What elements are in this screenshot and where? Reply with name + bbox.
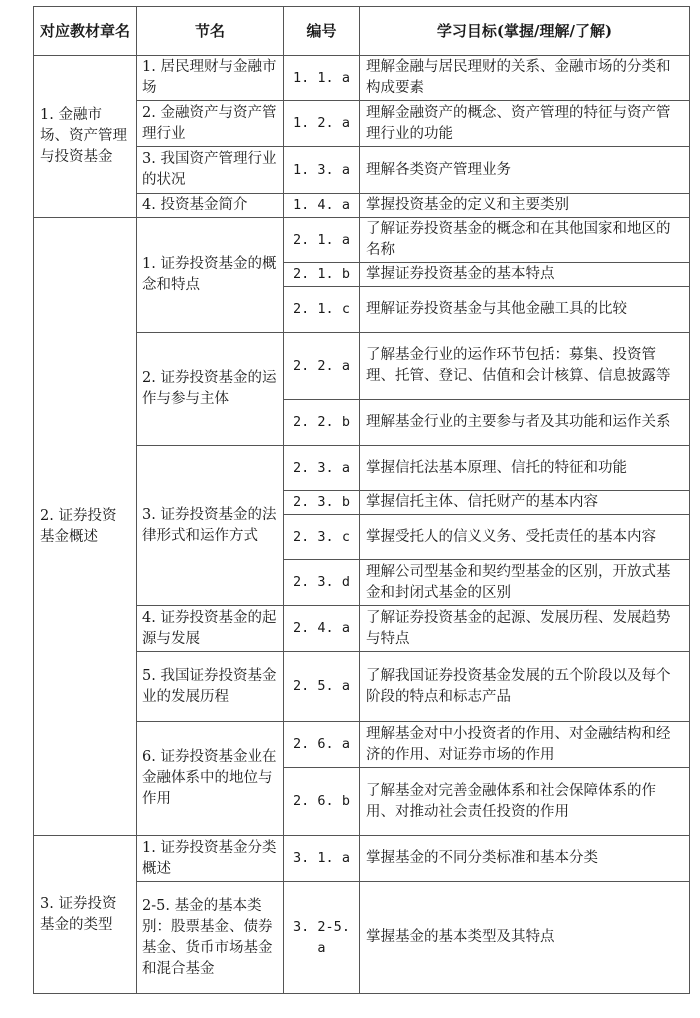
code-cell: 2. 2. b (284, 400, 360, 446)
section-cell: 4. 证券投资基金的起源与发展 (137, 606, 284, 652)
section-cell: 1. 居民理财与金融市场 (137, 56, 284, 101)
code-cell: 2. 3. b (284, 491, 360, 515)
section-cell: 2-5. 基金的基本类别：股票基金、债券基金、货币市场基金和混合基金 (137, 882, 284, 994)
section-cell: 2. 金融资产与资产管理行业 (137, 101, 284, 147)
code-cell: 2. 1. a (284, 218, 360, 263)
goal-cell: 掌握信托主体、信托财产的基本内容 (360, 491, 690, 515)
goal-cell: 了解基金对完善金融体系和社会保障体系的作用、对推动社会责任投资的作用 (360, 768, 690, 836)
code-cell: 2. 3. d (284, 560, 360, 606)
goal-cell: 理解金融与居民理财的关系、金融市场的分类和构成要素 (360, 56, 690, 101)
code-cell: 1. 1. a (284, 56, 360, 101)
code-cell: 2. 3. c (284, 515, 360, 560)
code-cell: 3. 2-5. a (284, 882, 360, 994)
goal-cell: 理解公司型基金和契约型基金的区别，开放式基金和封闭式基金的区别 (360, 560, 690, 606)
section-cell: 6. 证券投资基金业在金融体系中的地位与作用 (137, 722, 284, 836)
section-cell: 3. 证券投资基金的法律形式和运作方式 (137, 446, 284, 606)
goal-cell: 掌握投资基金的定义和主要类别 (360, 194, 690, 218)
header-goal: 学习目标(掌握/理解/了解) (360, 7, 690, 56)
code-cell: 1. 3. a (284, 147, 360, 194)
goal-cell: 理解基金行业的主要参与者及其功能和运作关系 (360, 400, 690, 446)
goal-cell: 掌握证券投资基金的基本特点 (360, 263, 690, 287)
code-cell: 3. 1. a (284, 836, 360, 882)
table-row (34, 836, 690, 882)
code-cell: 2. 6. b (284, 768, 360, 836)
code-cell: 2. 1. c (284, 287, 360, 333)
table-row (34, 218, 690, 263)
goal-cell: 理解金融资产的概念、资产管理的特征与资产管理行业的功能 (360, 101, 690, 147)
section-cell: 1. 证券投资基金分类概述 (137, 836, 284, 882)
code-cell: 2. 5. a (284, 652, 360, 722)
goal-cell: 理解基金对中小投资者的作用、对金融结构和经济的作用、对证券市场的作用 (360, 722, 690, 768)
section-cell: 5. 我国证券投资基金业的发展历程 (137, 652, 284, 722)
learning-objectives-table (33, 6, 690, 994)
section-cell: 3. 我国资产管理行业的状况 (137, 147, 284, 194)
code-cell: 1. 2. a (284, 101, 360, 147)
goal-cell: 了解证券投资基金的起源、发展历程、发展趋势与特点 (360, 606, 690, 652)
goal-cell: 掌握基金的不同分类标准和基本分类 (360, 836, 690, 882)
table-row (34, 56, 690, 101)
code-cell: 2. 2. a (284, 333, 360, 400)
code-cell: 2. 3. a (284, 446, 360, 491)
goal-cell: 了解我国证券投资基金发展的五个阶段以及每个阶段的特点和标志产品 (360, 652, 690, 722)
section-cell: 4. 投资基金简介 (137, 194, 284, 218)
section-cell: 2. 证券投资基金的运作与参与主体 (137, 333, 284, 446)
code-cell: 2. 4. a (284, 606, 360, 652)
chapter-cell: 2. 证券投资基金概述 (34, 218, 137, 836)
header-section: 节名 (137, 7, 284, 56)
goal-cell: 掌握信托法基本原理、信托的特征和功能 (360, 446, 690, 491)
code-cell: 2. 1. b (284, 263, 360, 287)
goal-cell: 理解各类资产管理业务 (360, 147, 690, 194)
goal-cell: 了解证券投资基金的概念和在其他国家和地区的名称 (360, 218, 690, 263)
goal-cell: 了解基金行业的运作环节包括：募集、投资管理、托管、登记、估值和会计核算、信息披露等 (360, 333, 690, 400)
goal-cell: 掌握基金的基本类型及其特点 (360, 882, 690, 994)
table-header-row (34, 7, 690, 56)
header-chapter: 对应教材章名 (34, 7, 137, 56)
chapter-cell: 1. 金融市场、资产管理与投资基金 (34, 56, 137, 218)
code-cell: 2. 6. a (284, 722, 360, 768)
section-cell: 1. 证券投资基金的概念和特点 (137, 218, 284, 333)
code-cell: 1. 4. a (284, 194, 360, 218)
chapter-cell: 3. 证券投资基金的类型 (34, 836, 137, 994)
goal-cell: 掌握受托人的信义义务、受托责任的基本内容 (360, 515, 690, 560)
goal-cell: 理解证券投资基金与其他金融工具的比较 (360, 287, 690, 333)
header-code: 编号 (284, 7, 360, 56)
